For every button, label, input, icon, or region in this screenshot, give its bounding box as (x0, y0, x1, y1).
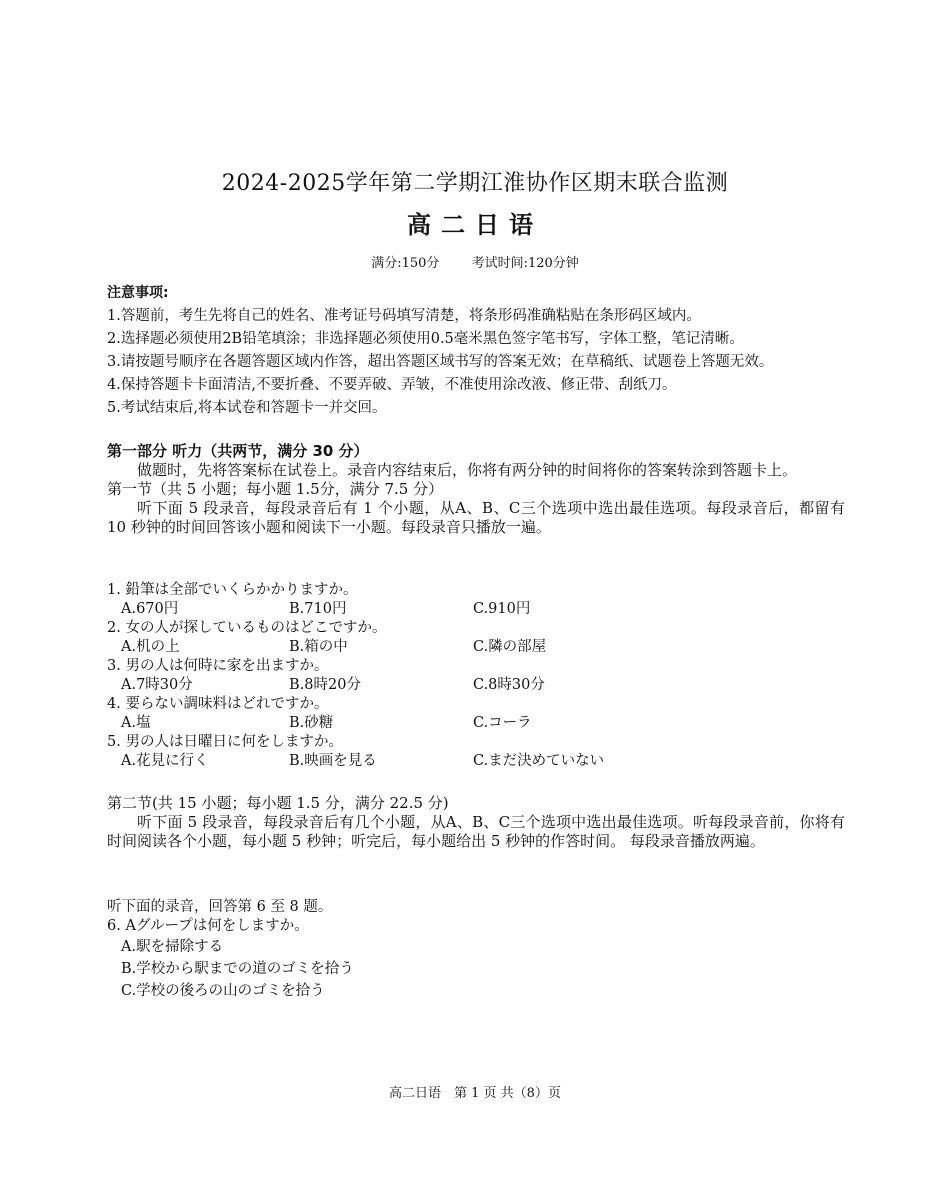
option-b: B.映画を見る (289, 753, 377, 769)
question-options (107, 600, 847, 619)
section2-heading: 第二节(共 15 小题；每小题 1.5 分，满分 22.5 分) (107, 794, 449, 812)
option-a: A.670円 (121, 601, 179, 617)
option-b: B.8時20分 (289, 677, 361, 693)
section2-block (107, 794, 845, 851)
question-stem: 4. 要らない調味料はどれですか。 (107, 696, 329, 712)
question-6-group (107, 898, 847, 1002)
full-score: 满分:150分 (371, 256, 440, 271)
exam-title: 2024-2025学年第二学期江淮协作区期末联合监测 (221, 171, 729, 196)
section2-instruction: 听下面 5 段录音，每段录音后有几个小题，从A、B、C三个选项中选出最佳选项。听每段录音前，你将有时间阅读各个小题，每小题 5 秒钟；听完后，每小题给出 5 秒钟的作答时间。 每段录音播放两遍。 (107, 813, 845, 850)
question-options (107, 676, 847, 695)
question-options (107, 714, 847, 733)
option-c: C.コーラ (473, 715, 532, 731)
option-b: B.砂糖 (289, 715, 334, 731)
question-stem: 6. Aグループは何をしますか。 (107, 918, 309, 934)
question-stem: 5. 男の人は日曜日に何をしますか。 (107, 734, 343, 750)
option-b: B.710円 (289, 601, 347, 617)
notice-heading: 注意事项: (107, 285, 169, 301)
question-stem: 2. 女の人が探しているものはどこですか。 (107, 620, 387, 636)
question-2 (107, 619, 847, 657)
option-c: C.910円 (473, 601, 531, 617)
option-a: A.塩 (121, 715, 151, 731)
notice-item: 5.考试结束后,将本试卷和答题卡一并交回。 (107, 400, 387, 416)
question-options (107, 638, 847, 657)
part1-instruction: 做题时，先将答案标在试卷上。录音内容结束后，你将有两分钟的时间将你的答案转涂到答题卡上。 (137, 461, 798, 479)
section1-instruction: 听下面 5 段录音，每段录音后有 1 个小题，从A、B、C三个选项中选出最佳选项。每段录音后，都留有 10 秒钟的时间回答该小题和阅读下一小题。每段录音只播放一遍。 (107, 499, 845, 536)
notice-item: 2.选择题必须使用2B铅笔填涂；非选择题必须使用0.5毫米黑色签字笔书写，字体工整，笔记清晰。 (107, 331, 744, 347)
section1-heading: 第一节（共 5 小题；每小题 1.5分，满分 7.5 分） (107, 480, 444, 498)
part1-heading: 第一部分 听力（共两节，满分 30 分） (107, 442, 369, 460)
option-a: A.花見に行く (121, 753, 209, 769)
option-c: C.まだ決めていない (473, 753, 605, 769)
option-a: A.駅を掃除する (121, 939, 224, 955)
question-1 (107, 581, 847, 619)
question-3 (107, 657, 847, 695)
option-b: B.箱の中 (289, 639, 348, 655)
notice-item: 1.答题前，考生先将自己的姓名、准考证号码填写清楚，将条形码准确粘贴在条形码区域内。 (107, 308, 701, 324)
part1-block (107, 442, 845, 537)
option-c: C.8時30分 (473, 677, 545, 693)
option-a: A.7時30分 (121, 677, 193, 693)
question-options (107, 752, 847, 771)
option-b: B.学校から駅までの道のゴミを拾う (121, 961, 354, 977)
notice-item: 4.保持答题卡卡面清洁,不要折叠、不要弄破、弄皱，不准使用涂改液、修正带、刮纸刀。 (107, 377, 677, 393)
notice-block (107, 282, 847, 420)
option-a: A.机の上 (121, 639, 180, 655)
question-stem: 3. 男の人は何時に家を出ますか。 (107, 658, 329, 674)
option-c: C.学校の後ろの山のゴミを拾う (121, 983, 325, 999)
page-footer: 高二日语 第 1 页 共（8）页 (389, 1086, 561, 1101)
exam-time: 考试时间:120分钟 (471, 256, 579, 271)
question-4 (107, 695, 847, 733)
notice-item: 3.请按题号顺序在各题答题区域内作答，超出答题区域书写的答案无效；在草稿纸、试题卷上答题无效。 (107, 354, 774, 370)
option-c: C.隣の部屋 (473, 639, 547, 655)
exam-subject: 高二日语 (407, 211, 543, 239)
question-stem: 1. 鉛筆は全部でいくらかかりますか。 (107, 582, 358, 598)
exam-meta (0, 252, 950, 271)
question-5 (107, 733, 847, 771)
group-intro: 听下面的录音，回答第 6 至 8 题。 (107, 899, 333, 915)
